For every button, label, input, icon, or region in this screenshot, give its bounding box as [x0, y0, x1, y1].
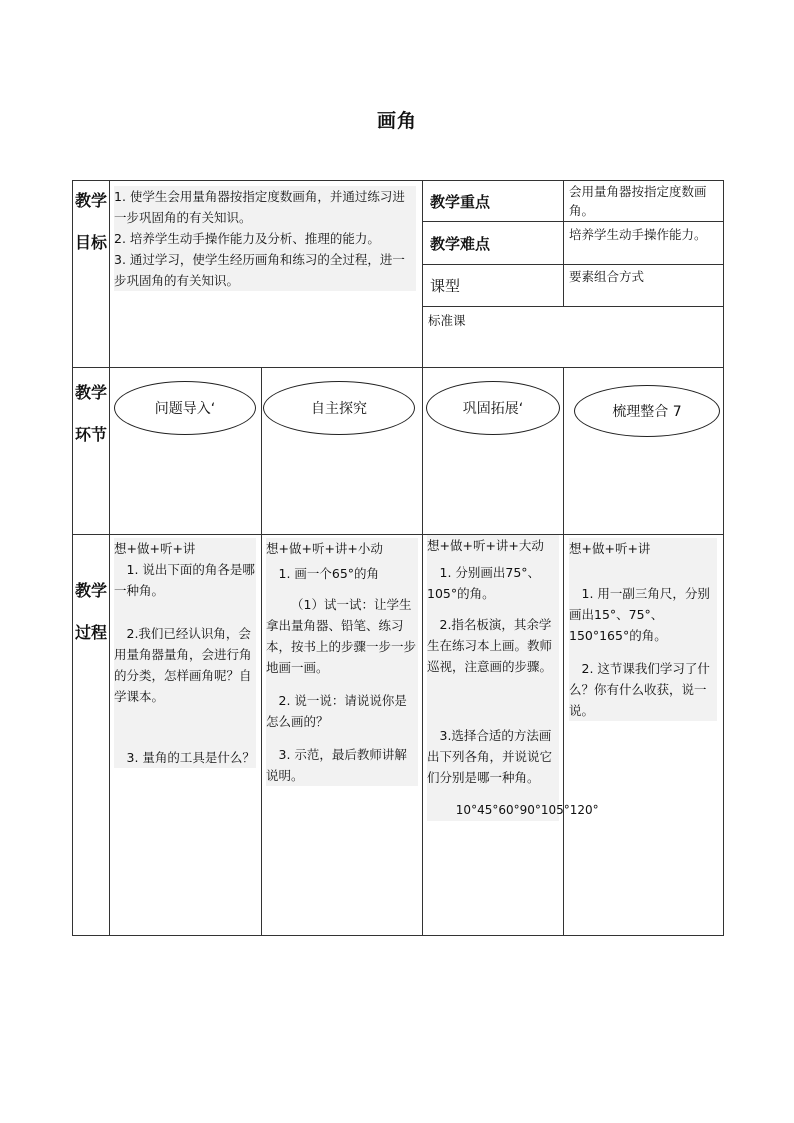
section-label-links: 教学环节 [74, 383, 107, 444]
objectives-cell [114, 186, 416, 291]
rule [422, 180, 423, 936]
column-header: 想+做+听+讲 [569, 541, 651, 556]
angle-list: 10°45°60°90°105°120° [455, 803, 599, 817]
rule [723, 180, 724, 936]
rule [563, 180, 564, 306]
process-item: 3. 量角的工具是什么？ [126, 750, 255, 765]
process-item: 1. 分别画出75°、105°的角。 [427, 565, 541, 601]
objective-item: 2. 培养学生动手操作能力及分析、推理的能力。 [114, 231, 380, 246]
key-point-label: 教学重点 [430, 193, 491, 211]
process-item: 2.指名板演，其余学生在练习本上画。教师巡视，注意画的步骤。 [427, 617, 553, 674]
lesson-type-value: 要素组合方式 [569, 269, 645, 284]
objective-item: 3. 通过学习，使学生经历画角和练习的全过程，进一步巩固角的有关知识。 [114, 252, 405, 288]
process-item: 1. 说出下面的角各是哪一种角。 [114, 562, 255, 598]
rule [72, 180, 724, 181]
process-column-3 [427, 535, 599, 821]
process-item: 3. 示范，最后教师讲解说明。 [266, 747, 407, 783]
key-point-value: 会用量角器按指定度数画角。 [569, 184, 707, 218]
lesson-type-extra: 标准课 [428, 313, 466, 328]
column-header: 想+做+听+讲+大动 [427, 538, 544, 553]
column-header: 想+做+听+讲+小动 [266, 541, 383, 556]
process-item: （1）试一试：让学生拿出量角器、铅笔、练习本，按书上的步骤一步一步地画一画。 [266, 597, 417, 675]
rule [109, 180, 110, 936]
process-item: 3.选择合适的方法画出下列各角，并说说它们分别是哪一种角。 [427, 728, 553, 785]
difficulty-label: 教学难点 [430, 235, 491, 253]
rule [72, 935, 724, 936]
stage-label: 自主探究 [311, 401, 367, 417]
rule [72, 367, 724, 368]
objective-item: 1. 使学生会用量角器按指定度数画角，并通过练习进一步巩固角的有关知识。 [114, 189, 405, 225]
rule [72, 534, 724, 535]
process-column-4 [569, 538, 717, 721]
process-item: 2.我们已经认识角，会用量角器量角，会进行角的分类，怎样画角呢？自学课本。 [114, 626, 252, 704]
rule [563, 367, 564, 936]
column-header: 想+做+听+讲 [114, 541, 196, 556]
lesson-plan-table [72, 180, 724, 936]
process-column-1 [114, 538, 256, 768]
process-item: 1. 用一副三角尺，分别画出15°、75°、150°165°的角。 [569, 586, 710, 643]
stage-label: 问题导入‘ [154, 401, 216, 417]
stage-oval [263, 381, 415, 435]
stage-label: 梳理整合 7 [612, 404, 682, 420]
process-column-2 [266, 538, 418, 786]
rule [261, 367, 262, 936]
rule [422, 264, 724, 265]
process-item: 2. 这节课我们学习了什么？你有什么收获，说一说。 [569, 661, 710, 718]
lesson-type-label: 课型 [430, 277, 461, 295]
process-item: 2. 说一说：请说说你是怎么画的？ [266, 693, 407, 729]
process-item: 1. 画一个65°的角 [278, 566, 380, 581]
page-title: 画角 [376, 110, 417, 132]
stage-label: 巩固拓展‘ [462, 401, 524, 417]
rule [72, 180, 73, 936]
section-label-process: 教学过程 [74, 581, 107, 642]
section-label-goals: 教学目标 [74, 191, 107, 252]
stage-oval [574, 385, 720, 437]
rule [422, 306, 724, 307]
rule [422, 221, 724, 222]
difficulty-value: 培养学生动手操作能力。 [569, 227, 707, 242]
stage-oval [426, 381, 560, 435]
stage-oval [114, 381, 256, 435]
